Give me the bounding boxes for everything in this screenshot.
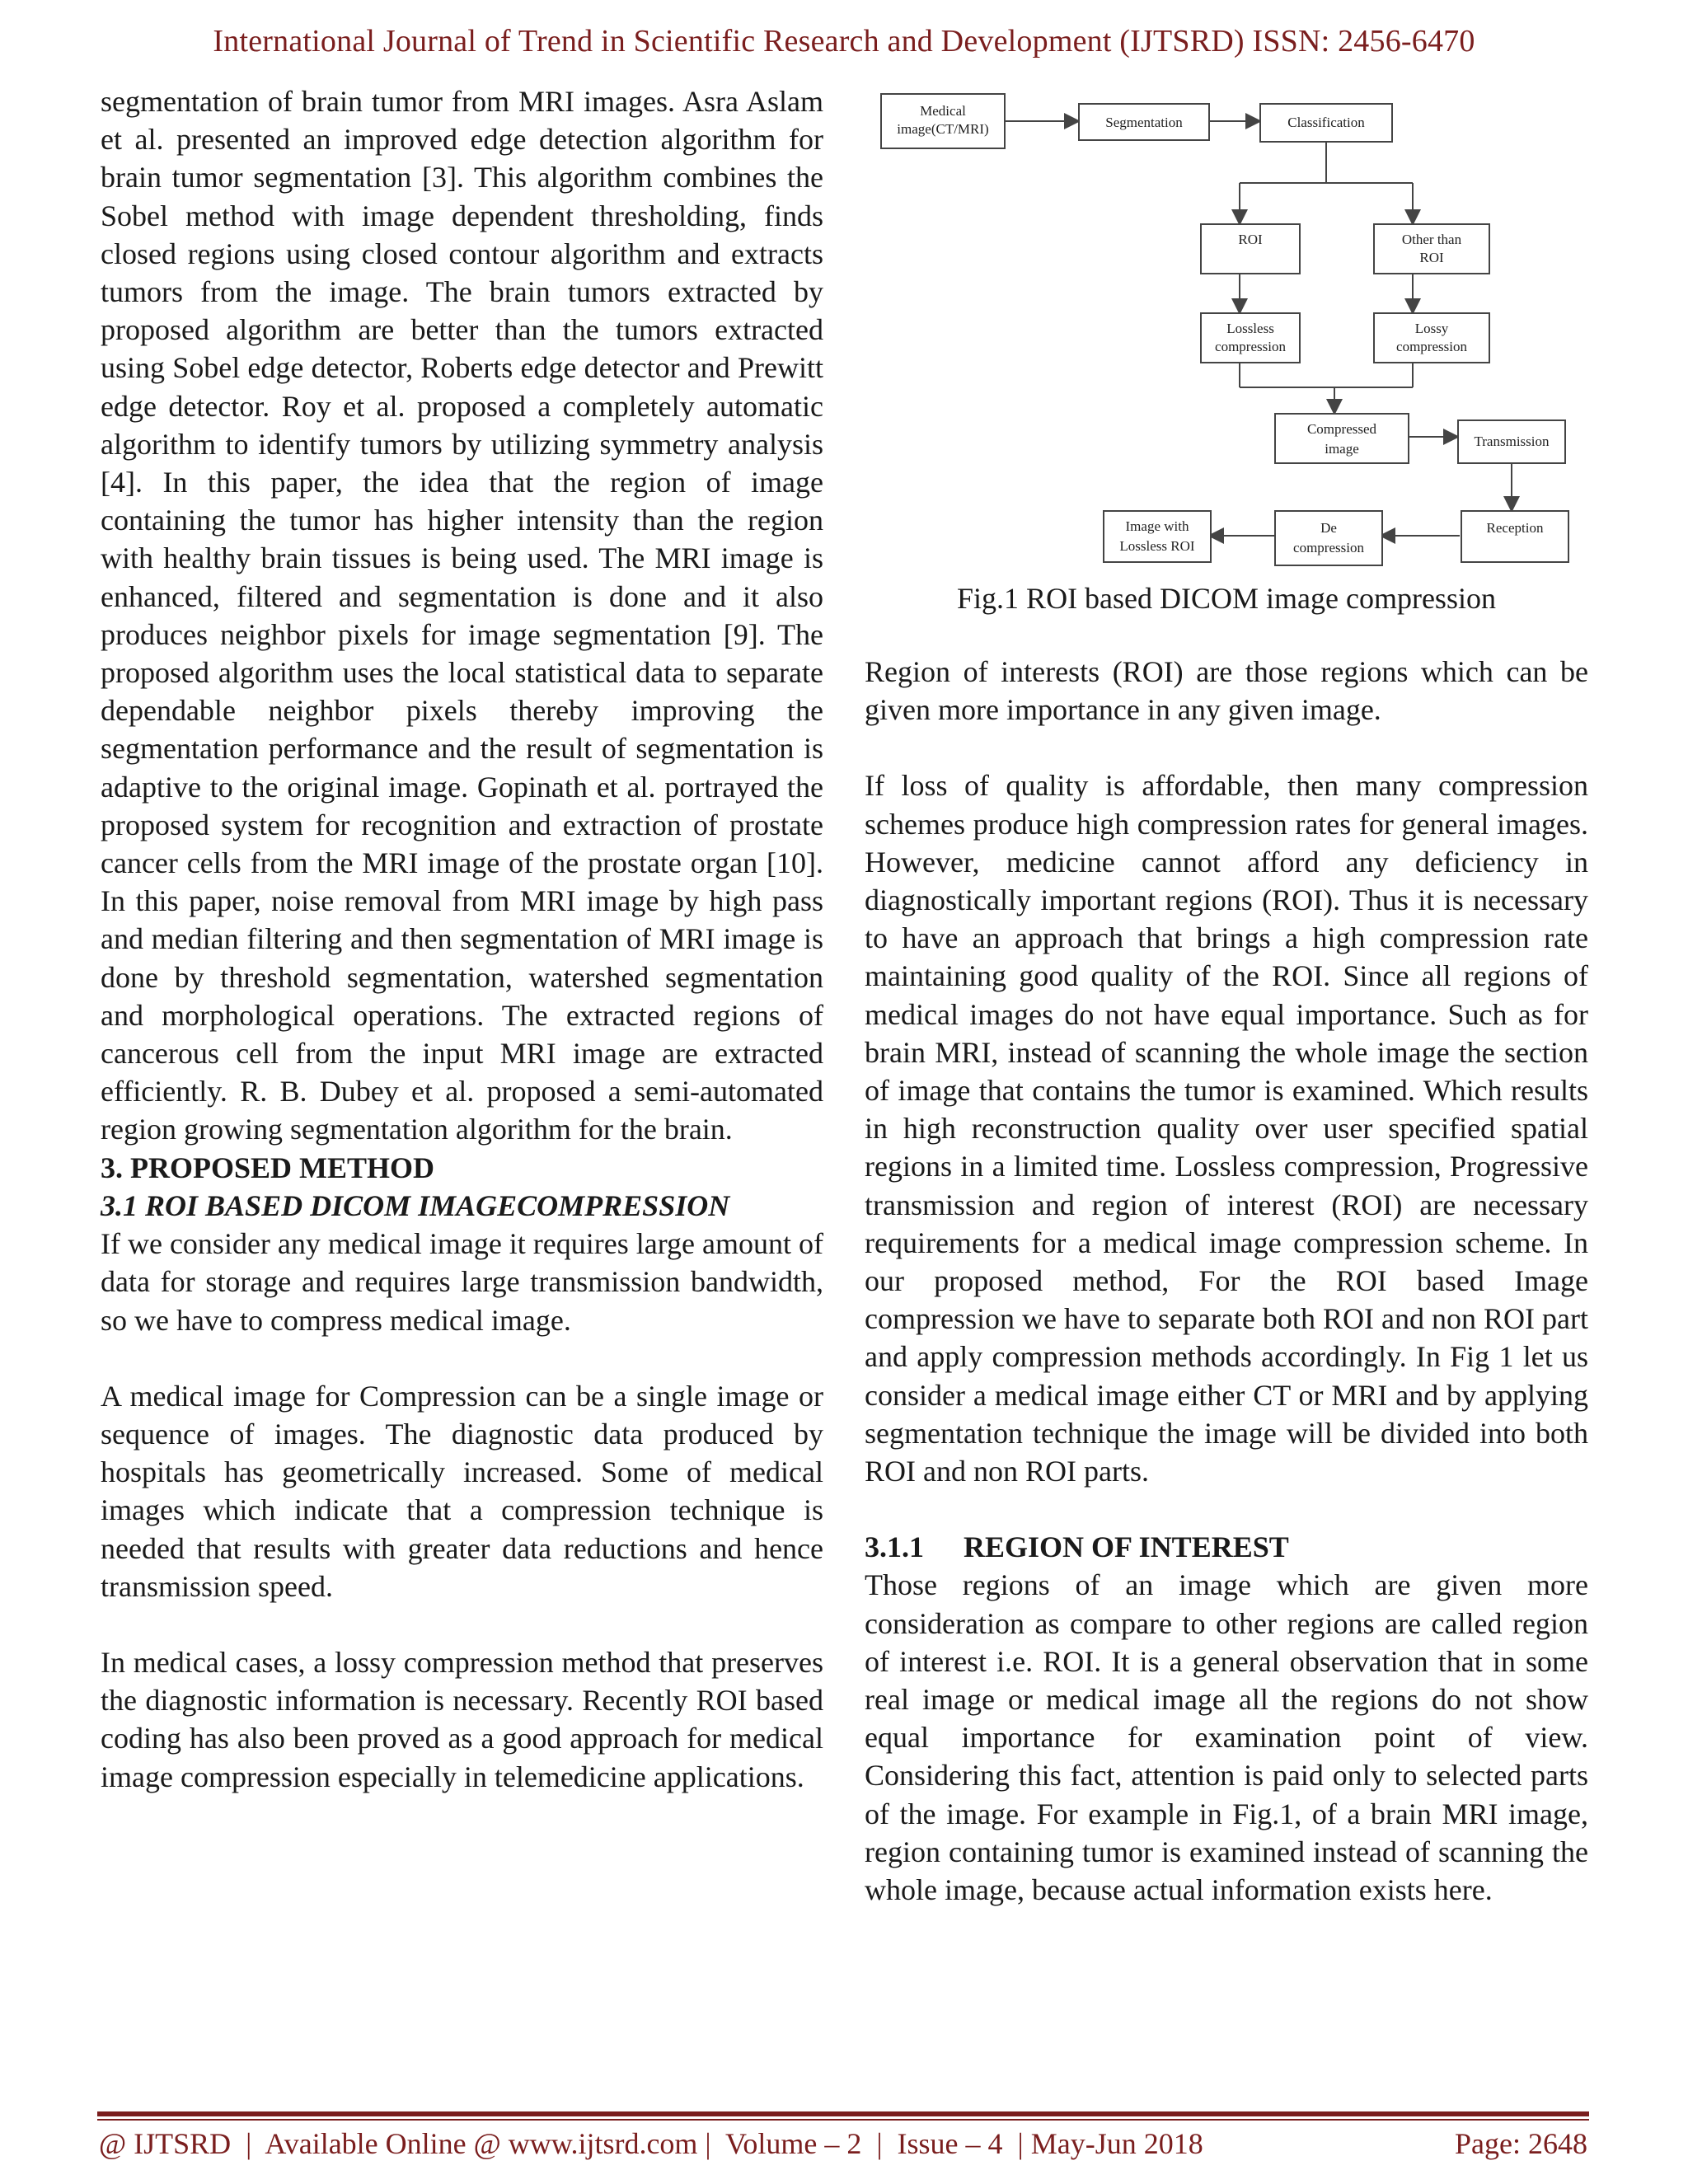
footer-rule-thin bbox=[97, 2119, 1589, 2121]
right-paragraph-1: Region of interests (ROI) are those regions which can be given more importance in any given image. bbox=[865, 655, 1588, 727]
left-paragraph-4: In medical cases, a lossy compression method that preserves the diagnostic information is necessary. Recently ROI based coding has also been proved as a good approach for medical image compression especially in telemedicine applications. bbox=[101, 1645, 823, 1793]
svg-text:Compressed: Compressed bbox=[1306, 421, 1377, 437]
box-reception bbox=[1461, 511, 1568, 562]
box-roi bbox=[1201, 224, 1300, 274]
box-segmentation bbox=[1079, 104, 1209, 140]
page-footer bbox=[99, 2125, 1587, 2163]
left-paragraph-1: segmentation of brain tumor from MRI images. Asra Aslam et al. presented an improved edge detection algorithm for brain tumor segmentation [3]. This algorithm combines the Sobel method with image dependent thresholding, finds closed regions using closed contour algorithm and extracts tumors from the image. The brain tumors extracted by proposed algorithm are better than the tumors extracted using Sobel edge detector, Roberts edge detector and Prewitt edge detector. Roy et al. proposed a completely automatic algorithm to identify tumors by utilizing symmetry analysis [4]. In this paper, the idea that the region of image containing the tumor has higher intensity than the region with healthy brain tissues is being used. The MRI image is enhanced, filtered and segmentation is done and it also produces neighbor pixels for image segmentation [9]. The proposed algorithm uses the local statistical data to separate dependable neighbor pixels thereby improving the segmentation performance and the result of segmentation is adaptive to the original image. Gopinath et al. portrayed the proposed system for recognition and extraction of prostate cancer cells from the MRI image of the prostate organ [10]. In this paper, noise removal from MRI image by high pass and median filtering and then segmentation of MRI image is done by threshold segmentation, watershed segmentation and morphological operations. The extracted regions of cancerous cell from the input MRI image are extracted efficiently. R. B. Dubey et al. proposed a semi-automated region growing segmentation algorithm for the brain. bbox=[101, 85, 823, 1146]
box-transmission bbox=[1458, 420, 1565, 463]
left-paragraph-2: If we consider any medical image it requires large amount of data for storage and requires large transmission bandwidth, so we have to compress medical image. bbox=[101, 1227, 824, 1337]
heading-text: REGION OF INTEREST bbox=[964, 1530, 1289, 1564]
box-decompression bbox=[1275, 511, 1382, 565]
svg-text:compression: compression bbox=[1396, 339, 1467, 354]
svg-text:compression: compression bbox=[1215, 339, 1286, 354]
right-paragraph-3: Those regions of an image which are given more consideration as compare to other regions are called region of interest i.e. ROI. It is a general observation that in some real image or medical image all the regions do not show equal importance for examination point of view. Considering this fact, attention is paid only to selected parts of the image. For example in Fig.1, of a brain MRI image, region containing tumor is examined instead of scanning the whole image, because actual information exists here. bbox=[865, 1568, 1588, 1907]
svg-text:Lossy: Lossy bbox=[1414, 321, 1449, 336]
left-paragraph-3: A medical image for Compression can be a single image or sequence of images. The diagnostic data produced by hospitals has geometrically increased. Some of medical images which indicate that a compression technique is needed that results with greater data reductions and hence transmission speed. bbox=[101, 1379, 823, 1603]
box-compressed-image bbox=[1275, 414, 1409, 463]
svg-text:Medical: Medical bbox=[920, 103, 966, 119]
section-heading: 3. PROPOSED METHOD bbox=[101, 1151, 435, 1184]
box-medical-image bbox=[881, 94, 1005, 148]
svg-text:Reception: Reception bbox=[1486, 520, 1544, 536]
box-lossless-compression bbox=[1201, 313, 1300, 363]
journal-header: International Journal of Trend in Scientific Research and Development (IJTSRD) ISSN: 2456-6470 bbox=[213, 24, 1475, 59]
flowchart-diagram bbox=[865, 82, 1588, 577]
box-image-with-lossless-roi bbox=[1104, 511, 1211, 562]
svg-text:Segmentation: Segmentation bbox=[1105, 115, 1183, 130]
box-lossy-compression bbox=[1374, 313, 1489, 363]
footer-info: @ IJTSRD | Available Online @ www.ijtsrd.com | Volume – 2 | Issue – 4 | May-Jun 2018 bbox=[99, 2127, 1203, 2160]
subsection-heading: 3.1 ROI BASED DICOM IMAGECOMPRESSION bbox=[101, 1188, 730, 1222]
footer-rule-thick bbox=[97, 2111, 1589, 2116]
heading-number: 3.1.1 bbox=[865, 1530, 924, 1564]
svg-text:image(CT/MRI): image(CT/MRI) bbox=[897, 121, 989, 137]
box-classification bbox=[1260, 104, 1392, 142]
svg-text:Other than: Other than bbox=[1401, 232, 1462, 247]
right-column bbox=[865, 653, 1588, 1909]
svg-text:Classification: Classification bbox=[1287, 115, 1365, 130]
svg-text:Transmission: Transmission bbox=[1474, 434, 1550, 449]
svg-text:Image with: Image with bbox=[1125, 518, 1189, 534]
svg-text:ROI: ROI bbox=[1238, 232, 1263, 247]
figure-caption: Fig.1 ROI based DICOM image compression bbox=[957, 582, 1496, 615]
page-number: Page: 2648 bbox=[1455, 2127, 1587, 2160]
svg-text:Lossless ROI: Lossless ROI bbox=[1119, 538, 1195, 554]
roi-flowchart-figure bbox=[865, 82, 1588, 577]
svg-text:ROI: ROI bbox=[1419, 250, 1444, 265]
svg-text:compression: compression bbox=[1293, 540, 1364, 555]
subsubsection-heading bbox=[865, 1528, 1588, 1566]
svg-text:De: De bbox=[1320, 520, 1337, 536]
right-paragraph-2: If loss of quality is affordable, then many compression schemes produce high compression rates for general images. However, medicine cannot afford any deficiency in diagnostically important regions (ROI). Thus it is necessary to have an approach that brings a high compression rate maintaining good quality of the ROI. Since all regions of medical images do not have equal importance. Such as for brain MRI, instead of scanning the whole image the section of image that contains the tumor is examined. Which results in high reconstruction quality over user specified spatial regions in a limited time. Lossless compression, Progressive transmission and region of interest (ROI) are necessary requirements for a medical image compression scheme. In our proposed method, For the ROI based Image compression we have to separate both ROI and non ROI part and apply compression methods accordingly. In Fig 1 let us consider a medical image either CT or MRI and by applying segmentation technique the image will be divided into both ROI and non ROI parts. bbox=[865, 769, 1588, 1488]
svg-text:Lossless: Lossless bbox=[1226, 321, 1274, 336]
box-other-than-roi bbox=[1374, 224, 1489, 274]
left-column bbox=[101, 82, 823, 1796]
svg-text:image: image bbox=[1325, 441, 1359, 457]
